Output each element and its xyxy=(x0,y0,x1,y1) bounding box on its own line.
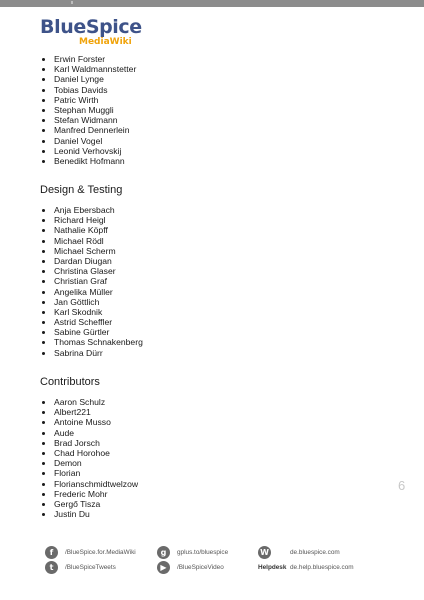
list-item: Brad Jorsch xyxy=(0,438,138,448)
list-item: Angelika Müller xyxy=(0,287,143,297)
google-plus-icon: g xyxy=(157,546,170,559)
list-item: Christina Glaser xyxy=(0,266,143,276)
logo-spice-text: Spice xyxy=(85,16,142,38)
wordpress-link-text: de.bluespice.com xyxy=(290,549,340,556)
footer xyxy=(0,538,424,588)
list-item: Patric Wirth xyxy=(0,95,136,105)
list-item: Aude xyxy=(0,428,138,438)
list-item: Leonid Verhovskij xyxy=(0,146,136,156)
google-plus-link-text: gplus.to/bluespice xyxy=(177,549,229,556)
facebook-icon: f xyxy=(45,546,58,559)
list-item: Stefan Widmann xyxy=(0,115,136,125)
developers-list xyxy=(0,54,136,166)
wordpress-link[interactable] xyxy=(258,546,358,562)
list-item: Florian xyxy=(0,468,138,478)
list-item: Daniel Lynge xyxy=(0,74,136,84)
bluespice-logo xyxy=(40,16,142,47)
list-item: Benedikt Hofmann xyxy=(0,156,136,166)
list-item: Frederic Mohr xyxy=(0,489,138,499)
facebook-link-text: /BlueSpice.for.MediaWiki xyxy=(65,549,136,556)
facebook-link[interactable] xyxy=(45,546,155,562)
list-item: Manfred Dennerlein xyxy=(0,125,136,135)
helpdesk-label: Helpdesk xyxy=(258,564,287,571)
list-item: Christian Graf xyxy=(0,276,143,286)
list-item: Richard Heigl xyxy=(0,215,143,225)
design-testing-list xyxy=(0,205,143,358)
list-item: Antoine Musso xyxy=(0,417,138,427)
helpdesk-link[interactable] xyxy=(258,561,358,577)
list-item: Sabine Gürtler xyxy=(0,327,143,337)
list-item: Thomas Schnakenberg xyxy=(0,337,143,347)
list-item: Erwin Forster xyxy=(0,54,136,64)
list-item: Gergő Tisza xyxy=(0,499,138,509)
list-item: Demon xyxy=(0,458,138,468)
twitter-link-text: /BlueSpiceTweets xyxy=(65,564,116,571)
logo-wordmark xyxy=(40,16,142,38)
list-item: Karl Waldmannstetter xyxy=(0,64,136,74)
list-item: Chad Horohoe xyxy=(0,448,138,458)
google-plus-link[interactable] xyxy=(157,546,247,562)
list-item: Nathalie Köpff xyxy=(0,225,143,235)
top-bar-mark xyxy=(71,1,73,4)
list-item: Tobias Davids xyxy=(0,85,136,95)
youtube-link[interactable] xyxy=(157,561,247,577)
twitter-icon: t xyxy=(45,561,58,574)
list-item: Karl Skodnik xyxy=(0,307,143,317)
list-item: Astrid Scheffler xyxy=(0,317,143,327)
contributors-heading: Contributors xyxy=(40,376,100,388)
list-item: Michael Scherm xyxy=(0,246,143,256)
list-item: Daniel Vogel xyxy=(0,136,136,146)
contributors-list xyxy=(0,397,138,519)
list-item: Albert221 xyxy=(0,407,138,417)
logo-blue-text: Blue xyxy=(40,16,86,38)
list-item: Michael Rödl xyxy=(0,236,143,246)
helpdesk-link-text: de.help.bluespice.com xyxy=(290,564,354,571)
youtube-link-text: /BlueSpiceVideo xyxy=(177,564,224,571)
top-bar xyxy=(0,0,424,7)
youtube-icon: ▶ xyxy=(157,561,170,574)
list-item: Justin Du xyxy=(0,509,138,519)
page-number: 6 xyxy=(398,478,406,493)
logo-subtitle: MediaWiki xyxy=(79,37,132,47)
list-item: Sabrina Dürr xyxy=(0,348,143,358)
list-item: Jan Göttlich xyxy=(0,297,143,307)
wordpress-icon: W xyxy=(258,546,271,559)
list-item: Dardan Diugan xyxy=(0,256,143,266)
list-item: Anja Ebersbach xyxy=(0,205,143,215)
twitter-link[interactable] xyxy=(45,561,155,577)
list-item: Florianschmidtwelzow xyxy=(0,479,138,489)
list-item: Stephan Muggli xyxy=(0,105,136,115)
list-item: Aaron Schulz xyxy=(0,397,138,407)
design-testing-heading: Design & Testing xyxy=(40,184,123,196)
